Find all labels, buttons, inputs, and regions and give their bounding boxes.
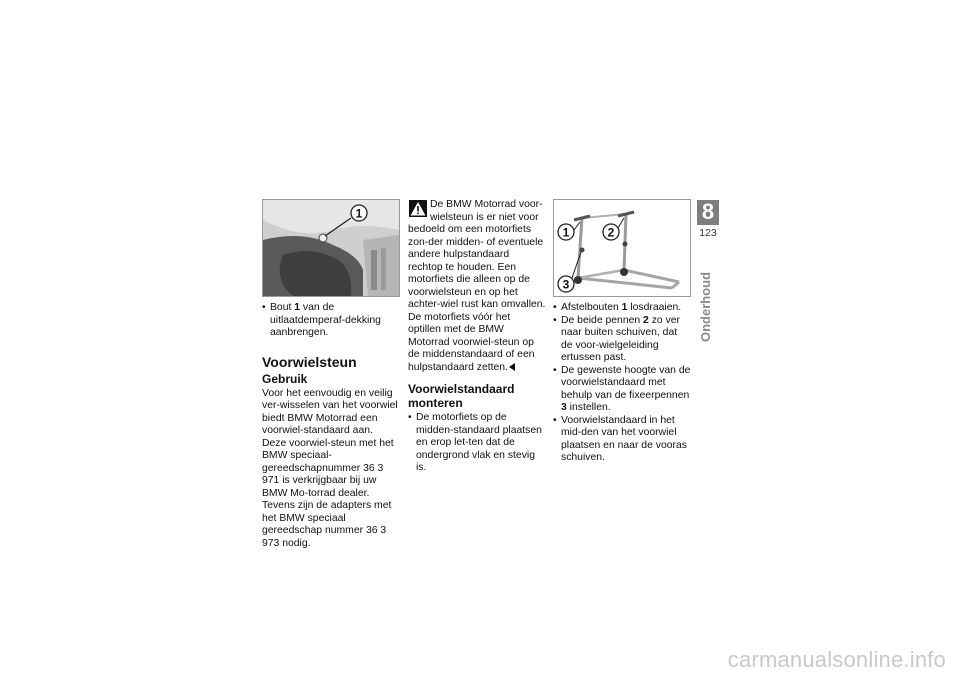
column-left bbox=[262, 199, 400, 550]
section-label: Onderhoud bbox=[698, 271, 713, 342]
exhaust-cover-photo bbox=[262, 199, 400, 297]
list-item: • Voorwielstandaard in het mid-den van het voorwiel plaatsen en naar de vooras schuiven. bbox=[553, 415, 691, 465]
list-item: • De motorfiets op de midden-standaard plaatsen en erop let-ten dat de ondergrond vlak en stevig is. bbox=[408, 412, 546, 475]
end-mark-icon bbox=[509, 363, 515, 371]
list-item: • De beide pennen 2 zo ver naar buiten schuiven, dat de voor-wielgeleiding ertussen past. bbox=[553, 315, 691, 365]
list-item: • De gewenste hoogte van de voorwielstandaard met behulp van de fixeerpennen 3 instellen. bbox=[553, 365, 691, 415]
section-heading: Voorwielsteun bbox=[262, 353, 357, 370]
warning-line-1: De BMW Motorrad voor- bbox=[430, 199, 543, 210]
warning-line-2: wielsteun is er niet voor bbox=[430, 211, 539, 223]
list-item: • Bout 1 van de uitlaatdemperaf-dekking aanbrengen. bbox=[262, 302, 400, 340]
warning-text-2: De motorfiets vóór het optillen met de BMW Motorrad voorwiel-steun op de middenstandaard of een hulpstandaard zetten. bbox=[408, 311, 535, 373]
body-paragraph: Voor het eenvoudig en veilig ver-wisselen van het voorwiel biedt BMW Motorrad een voorwiel-standaard aan. Deze voorwiel-steun met het BMW speciaal-gereedschapnummer 36 3 971 is verkrijgbaar bij uw BMW Mo-torrad dealer. Tevens zijn de adapters met het BMW speciaal gereedschap nummer 36 3 973 nodig. bbox=[262, 387, 398, 549]
list-item: • Afstelbouten 1 losdraaien. bbox=[553, 302, 691, 315]
subsection-heading: Voorwielstandaard monteren bbox=[408, 382, 515, 410]
column-middle bbox=[408, 199, 546, 475]
page-number: 123 bbox=[699, 227, 717, 239]
callout-1-label: 1 bbox=[355, 206, 363, 221]
callout-1-label: 1 bbox=[562, 225, 570, 240]
chapter-divider bbox=[697, 224, 719, 225]
subsection-heading: Gebruik bbox=[262, 371, 308, 386]
front-stand-illustration bbox=[554, 200, 690, 296]
watermark: carmanualsonline.info bbox=[727, 647, 946, 672]
warning-block bbox=[408, 199, 546, 374]
warning-text: bedoeld om een motorfiets zon-der midden- of eventuele andere hulpstandaard rechtop te houden. Een motorfiets die alleen op de voorwielsteun en op het achter-wiel rust kan omvallen. bbox=[408, 224, 546, 310]
callout-3-label: 3 bbox=[562, 277, 570, 292]
warning-triangle-icon bbox=[409, 200, 427, 217]
column-right bbox=[553, 199, 691, 465]
exhaust-cover-illustration bbox=[263, 200, 399, 296]
front-stand-photo bbox=[553, 199, 691, 297]
callout-2-label: 2 bbox=[607, 225, 615, 240]
chapter-number: 8 bbox=[697, 200, 719, 224]
